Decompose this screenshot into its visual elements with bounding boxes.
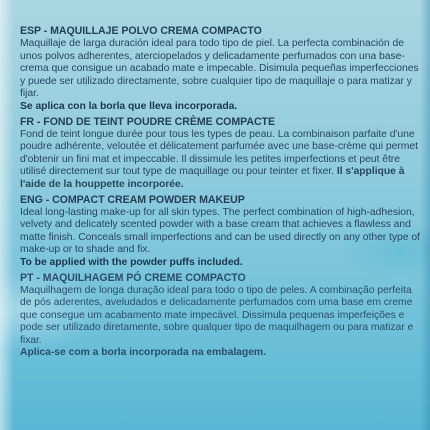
section-body-english: Ideal long-lasting make-up for all skin types. The perfect combination of high-adhesion, velvety and delicately scented powder with a base cream that achieves a flawless and matte finish. Conceals small imperfections and can be used directly on any other type of make-up or to shade and fix. xyxy=(20,206,420,256)
section-spanish xyxy=(20,25,425,114)
section-title-english: ENG - COMPACT CREAM POWDER MAKEUP xyxy=(20,193,245,206)
section-title-french: FR - FOND DE TEINT POUDRE CRÈME COMPACTE xyxy=(20,115,275,128)
section-title-portuguese: PT - MAQUILHAGEM PÓ CREME COMPACTO xyxy=(20,271,246,284)
section-title-spanish: ESP - MAQUILLAJE POLVO CREMA COMPACTO xyxy=(20,25,262,37)
section-body-french xyxy=(20,129,425,192)
section-note-spanish: Se aplica con la borla que lleva incorporada. xyxy=(20,100,238,112)
section-note-portuguese: Aplica-se com a borla incorporada na embalagem. xyxy=(20,347,266,359)
section-portuguese xyxy=(20,272,425,361)
section-body-portuguese: Maquilhagem de longa duração ideal para todo o tipo de peles. A combinação perfeita de pós aderentes, aveludados e delicadamente perfumados com uma base em creme que consegue um acabamento mate impecável. Dissimula pequenas imperfeições e pode ser utilizado diretamente, sobre qualquer tipo de maquilhagem ou para matizar e fixar. xyxy=(20,284,414,346)
product-description-text xyxy=(20,25,425,362)
box-edge-highlight xyxy=(0,0,14,430)
section-note-french: Il s'applique à l'aide de la houppette incorporée. xyxy=(20,166,405,190)
section-body-spanish: Maquillaje de larga duración ideal para todo tipo de piel. La perfecta combinación de unos polvos adherentes, aterciopelados y delicadamente perfumados con una base-crema que consigue un acabado mate e impecable. Disimula pequeñas imperfecciones y puede ser utilizado directamente, sobre cualquier tipo de maquillaje o para matizar y fijar. xyxy=(20,38,419,100)
section-body-french-text: Fond de teint longue durée pour tous les types de peau. La combinaison parfaite d'une poudre adhérente, veloutée et délicatement parfumée avec une base-crème qui permet d'obtenir un fini mat et impeccable. Il dissimule les petites imperfections et peut être utilisé directement sur tout type de maquillage ou pour teinter et fixer. xyxy=(20,128,418,178)
section-french xyxy=(20,116,425,192)
section-note-english: To be applied with the powder puffs included. xyxy=(20,256,243,268)
section-english xyxy=(20,194,425,270)
